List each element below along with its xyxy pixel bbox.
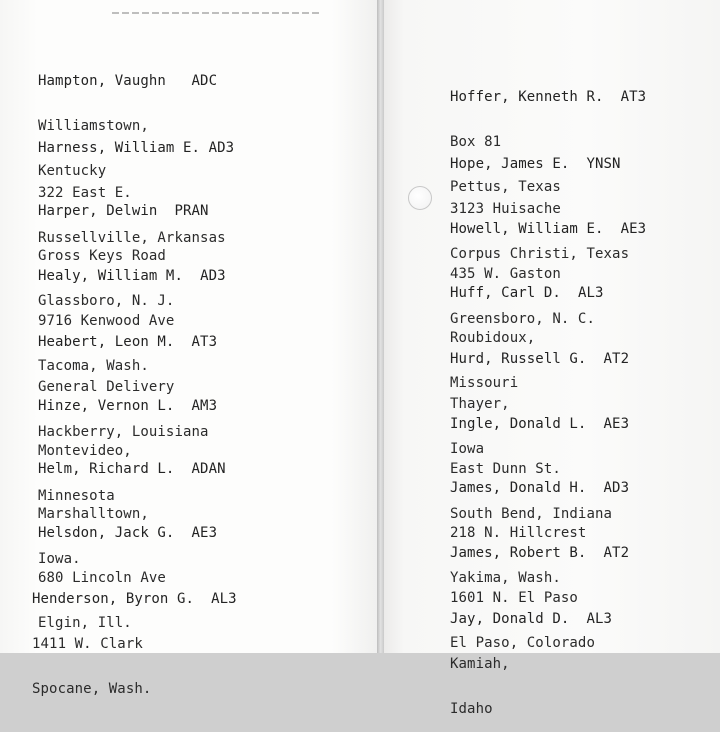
entry-rating: AT2	[603, 351, 630, 367]
entry-address-line: 9716 Kenwood Ave	[38, 313, 175, 329]
entry-address-line: Tacoma, Wash.	[38, 358, 149, 374]
entry-rating: AD3	[208, 140, 235, 156]
entry-address-line: 218 N. Hillcrest	[450, 525, 587, 541]
entry-address-line: Williamstown,	[38, 118, 149, 134]
entry-rating: AD3	[200, 268, 226, 284]
entry-name: Howell, William E.	[450, 221, 604, 237]
entry-address-line: Corpus Christi, Texas	[450, 246, 630, 262]
entry-address-line: 3123 Huisache	[450, 201, 561, 217]
entry-name-line	[38, 526, 217, 541]
entry-name-line	[450, 481, 629, 496]
entry-rating: AE3	[603, 416, 630, 432]
entry-name: Healy, William M.	[38, 268, 183, 284]
entry-address-line: South Bend, Indiana	[450, 506, 613, 522]
entry-address-line: Kamiah,	[450, 656, 510, 672]
entry-address-line: Kentucky	[38, 163, 107, 179]
entry-address-line: Pettus, Texas	[450, 179, 561, 195]
entry-rating: AL3	[211, 591, 237, 607]
entry-name-line	[38, 74, 217, 89]
entry-rating: AL3	[586, 611, 613, 627]
entry-name: James, Donald H.	[450, 480, 587, 496]
entry-name: Jay, Donald D.	[450, 611, 570, 627]
entry-rating: AM3	[191, 398, 218, 414]
entry-name-line	[32, 592, 237, 607]
entry-name-line	[38, 204, 209, 219]
entry-name-line	[450, 286, 604, 301]
entry-address-line: Thayer,	[450, 396, 510, 412]
entry-address-line: Greensboro, N. C.	[450, 311, 595, 327]
entry-address-line: Roubidoux,	[450, 330, 536, 346]
entry-name: Heabert, Leon M.	[38, 334, 175, 350]
entry-rating: ADAN	[191, 461, 226, 477]
entry-address-line: Missouri	[450, 375, 519, 391]
top-rule-line	[112, 12, 322, 14]
entry-rating: AL3	[577, 285, 604, 301]
entry-name: Harper, Delwin	[38, 203, 158, 219]
entry-address-line: 1601 N. El Paso	[450, 590, 578, 606]
entry-name: Hoffer, Kenneth R.	[450, 89, 604, 105]
entry-name: Hinze, Vernon L.	[38, 398, 175, 414]
entry-address-line: 1411 W. Clark	[32, 636, 143, 652]
entry-name-line	[450, 157, 629, 172]
entry-name-line	[450, 417, 629, 432]
entry-address-line: Box 81	[450, 134, 502, 150]
entry-name-line	[38, 399, 217, 414]
entry-name: Ingle, Donald L.	[450, 416, 587, 432]
entry-name-line	[38, 462, 226, 477]
entry-name: Hampton, Vaughn	[38, 73, 166, 89]
entry-address-line: Gross Keys Road	[38, 248, 166, 264]
entry-address-line: Minnesota	[38, 488, 115, 504]
entry-name-line	[450, 90, 646, 105]
directory-entry	[32, 562, 237, 712]
entry-name: Hope, James E.	[450, 156, 570, 172]
entry-rating: AT3	[620, 89, 647, 105]
punch-hole-icon	[408, 186, 432, 210]
directory-entry	[450, 582, 612, 732]
entry-address-line: Elgin, Ill.	[38, 615, 132, 631]
entry-address-line: 435 W. Gaston	[450, 266, 561, 282]
entry-rating: AE3	[620, 221, 647, 237]
entry-address-line: Russellville, Arkansas	[38, 230, 226, 246]
entry-rating: AT2	[603, 545, 630, 561]
entry-name-line	[38, 141, 234, 156]
entry-address-line: Hackberry, Louisiana	[38, 424, 209, 440]
entry-rating: AD3	[603, 480, 630, 496]
entry-name-line	[38, 335, 217, 350]
entry-address-line: 322 East E.	[38, 185, 132, 201]
entry-name-line	[450, 612, 612, 627]
entry-name: Henderson, Byron G.	[32, 591, 195, 607]
entry-name-line	[450, 352, 629, 367]
entry-address-line: Yakima, Wash.	[450, 570, 561, 586]
entry-address-line: Spocane, Wash.	[32, 681, 152, 697]
page-gutter	[377, 0, 384, 653]
entry-address-line: Iowa.	[38, 551, 81, 567]
entry-address-line: Glassboro, N. J.	[38, 293, 175, 309]
entry-rating: AT3	[191, 334, 218, 350]
entry-rating: ADC	[191, 73, 218, 89]
entry-name-line	[38, 269, 226, 284]
entry-name-line	[450, 222, 646, 237]
entry-address-line: El Paso, Colorado	[450, 635, 595, 651]
entry-address-line: Montevideo,	[38, 443, 132, 459]
entry-name: Hurd, Russell G.	[450, 351, 587, 367]
entry-name: James, Robert B.	[450, 545, 587, 561]
entry-address-line: Iowa	[450, 441, 485, 457]
entry-address-line: General Delivery	[38, 379, 175, 395]
entry-rating: AE3	[191, 525, 218, 541]
entry-name: Huff, Carl D.	[450, 285, 561, 301]
entry-rating: YNSN	[586, 156, 621, 172]
entry-address-line: Marshalltown,	[38, 506, 149, 522]
entry-name: Harness, William E.	[38, 140, 201, 156]
entry-rating: PRAN	[174, 203, 209, 219]
entry-name-line	[450, 546, 629, 561]
entry-address-line: 680 Lincoln Ave	[38, 570, 166, 586]
entry-address-line: Idaho	[450, 701, 493, 717]
entry-address-line: East Dunn St.	[450, 461, 561, 477]
entry-name: Helsdon, Jack G.	[38, 525, 175, 541]
entry-name: Helm, Richard L.	[38, 461, 175, 477]
